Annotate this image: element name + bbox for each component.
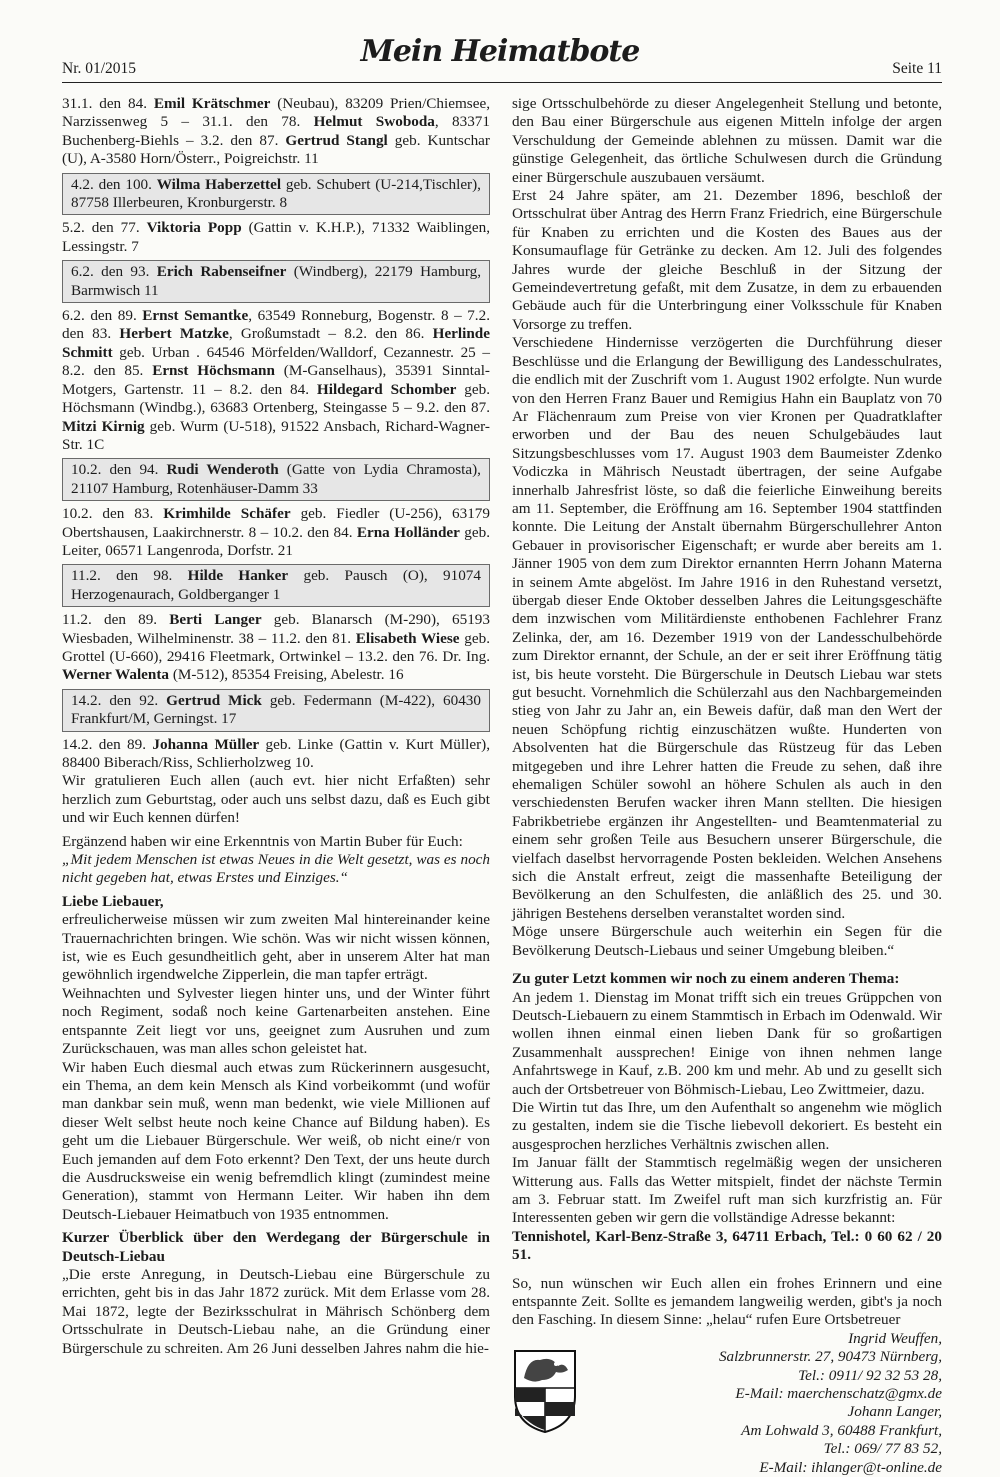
school-article-cont-2: Erst 24 Jahre später, am 21. Dezember 1896, beschloß der Ortsschulrat über Antrag des Herrn Franz Friedrich, eine Bürgerschule für Knaben zu errichten und die Kosten des Baues aus der Konsumauflage für Getränke zu decken. Am 12. Juli des folgendes Jahres wurde der gleiche Beschluß in der Sitzung der Gemeindevertretung gefaßt, mit dem Zusatze, in dem zu erbauenden Gebäude auch für die Unterbringung einer Volksschule für Knaben Vorsorge zu treffen. [512,187,942,333]
birthday-list-6: 14.2. den 89. Johanna Müller geb. Linke (Gattin v. Kurt Müller), 88400 Biberach/Riss, Schlierholzweg 10. [62,735,490,771]
person-name: Mitzi Kirnig [62,417,145,435]
stammtisch-heading: Zu guter Letzt kommen wir noch zu einem anderen Thema: [512,970,900,988]
person-name: Rudi Wenderoth [166,461,279,479]
person-name: Krimhilde Schäfer [163,505,291,523]
greeting-text-1: erfreulicherweise müssen wir zum zweiten Mal hintereinander keine Trauernachrichten bringen. Wie schön. Was wir nicht wissen können, ist, wie es Euch gesundheitlich geht, aber in unserem Alter hat man gewöhnlich irgendwelche Zipperlein, die man tapfer erträgt. [62,911,490,984]
issue-number: Nr. 01/2015 [62,60,137,77]
birthday-box-3: 10.2. den 94. Rudi Wenderoth (Gatte von Lydia Chramosta), 21107 Hamburg, Rotenhäuser-Damm 33 [62,458,490,501]
right-column [512,95,942,1477]
birthday-list-3: 6.2. den 89. Ernst Semantke, 63549 Ronneburg, Bogenstr. 8 – 7.2. den 83. Herbert Matzke, Großumstadt – 8.2. den 86. Herlinde Schmitt geb. Urban . 64546 Mörfelden/Walldorf, Cezannestr. 25 – 8.2. den 85. Ernst Höchsmann (M-Ganselhaus), 35391 Sinntal-Motgers, Gartenstr. 11 – 8.2. den 84. Hildegard Schomber geb. Höchsmann (Windbg.), 63683 Ortenberg, Steingasse 5 – 9.2. den 87. Mitzi Kirnig geb. Wurm (U-518), 91522 Ansbach, Richard-Wagner-Str. 1C [62,307,491,453]
stammtisch-text-2: Die Wirtin tut das Ihre, um den Aufenthalt so angenehm wie möglich zu gestalten, indem sie die Tische liebevoll dekoriert. Es besteht ein ausgesprochen herzliches Verhältnis zwischen allen. [512,1098,942,1153]
signer-2-address: Am Lohwald 3, 60488 Frankfurt, [741,1421,942,1439]
person-name: Gertrud Mick [166,691,262,709]
greeting-text-2: Weihnachten und Sylvester liegen hinter uns, und der Winter führt noch Regiment, sodaß noch keine Gartenarbeiten anstehen. Eine entspannte Zeit liegt vor uns, geeignet zum Ausruhen und zum Zurückschauen, was man alles schon geleistet hat. [62,984,490,1058]
person-name: Erich Rabenseifner [156,263,287,281]
birthday-list-4: 10.2. den 83. Krimhilde Schäfer geb. Fiedler (U-256), 63179 Obertshausen, Laakirchnerstr. 8 – 10.2. den 84. Erna Holländer geb. Leiter, 06571 Langenroda, Dorfstr. 21 [62,505,490,559]
person-name: Hilde Hanker [187,567,289,585]
birthday-box-4: 11.2. den 98. Hilde Hanker geb. Pausch (O), 91074 Herzogenaurach, Goldberganger 1 [62,564,490,607]
greeting-text-3: Wir haben Euch diesmal auch etwas zum Rückerinnern ausgesucht, ein Thema, an dem kein Mensch als Kind vorbeikommt (und wofür man dankbar sein muß, wenn man bedenkt, wie viele Millionen auf dieser Welt selbst heute noch keine Chance auf Bildung haben). Es geht um die Liebauer Bürgerschule. Wer weiß, ob nicht eine/r von Euch jemanden auf dem Foto erkennt? Den Text, der uns heute durch die Ausdrucksweise ein wenig befremdlich klingt (zumindest meine Generation), stammt von Hermann Leiter. Wir haben ihn dem Deutsch-Liebauer Heimatbuch von 1935 entnommen. [62,1058,490,1223]
header-rule [62,82,942,83]
signer-2-email: E-Mail: ihlanger@t-online.de [759,1458,942,1476]
hotel-address: Tennishotel, Karl-Benz-Straße 3, 64711 Erbach, Tel.: 0 60 62 / 20 51. [512,1227,942,1264]
stammtisch-text-1: An jedem 1. Dienstag im Monat trifft sich ein treues Grüppchen von Deutsch-Liebauern zu einem Stammtisch in Erbach im Odenwald. Wir wollen ihnen einmal einen lieben Dank für so großartigen Zusammenhalt aussprechen! Einige von ihnen nehmen lange Anfahrtswege in Kauf, z.B. 200 km und mehr. Ab und zu gesellt sich auch der Ortsbetreuer von Böhmisch-Liebau, Leo Zwittmeier, dazu. [512,988,942,1098]
greeting-heading: Liebe Liebauer, [62,892,164,910]
person-name: Hildegard Schomber [316,380,457,398]
school-article-closing: Möge unsere Bürgerschule auch weiterhin ein Segen für die Bevölkerung Deutsch-Liebaus und seiner Umgebung bleiben.“ [512,923,942,959]
person-name: Werner Walenta [62,666,170,684]
signer-1-address: Salzbrunnerstr. 27, 90473 Nürnberg, [718,1348,942,1366]
left-column [62,95,490,1358]
signature-block [512,1330,942,1477]
buber-quote: „Mit jedem Menschen ist etwas Neues in die Welt gesetzt, was es noch nicht gegeben hat, etwas Erstes und Einziges.“ [62,851,490,887]
person-name: Herlinde Schmitt [62,325,490,361]
person-name: Berti Langer [169,611,262,629]
signer-1-email: E-Mail: maerchenschatz@gmx.de [735,1385,942,1403]
school-article-text: „Die erste Anregung, in Deutsch-Liebau eine Bürgerschule zu errichten, geht bis in das Jahr 1872 zurück. Mit dem Erlasse vom 28. Mai 1872, legte der Bezirksschulrat in Mährisch Schönberg dem Ortsschulrate in Deutsch-Liebau nahe, an die Gründung einer Bürgerschule zu schreiten. Am 26 Juni desselben Jahres nahm die hie- [62,1265,490,1357]
person-name: Elisabeth Wiese [355,629,460,647]
stammtisch-text-3: Im Januar fällt der Stammtisch regelmäßig wegen der unsicheren Witterung aus. Falls das Wetter mitspielt, findet der nächste Termin am 3. Februar statt. Im Zweifel ruft man sich kurzfristig an. Für Interessenten geben wir gern die vollständige Adresse bekannt: [512,1154,942,1227]
person-name: Johanna Müller [152,735,260,753]
person-name: Viktoria Popp [146,219,242,237]
birthday-box-1: 4.2. den 100. Wilma Haberzettel geb. Schubert (U-214,Tischler), 87758 Illerbeuren, Kronburgerstr. 8 [62,173,490,216]
masthead-logo: Mein Heimatbote [360,34,640,69]
person-name: Herbert Matzke [119,325,229,343]
person-name: Emil Krätschmer [153,95,271,112]
buber-intro: Ergänzend haben wir eine Erkenntnis von Martin Buber für Euch: [62,832,463,850]
person-name: Erna Holländer [356,523,460,541]
coat-of-arms-icon [512,1348,578,1434]
closing-text: So, nun wünschen wir Euch allen ein frohes Erinnern und eine entspannte Zeit. Sollte es jemandem langweilig werden, gibt's ja noch den Fasching. In diesem Sinne: „helau“ rufen Eure Ortsbetreuer [512,1274,942,1329]
page-number: Seite 11 [892,60,942,77]
signer-1-name: Ingrid Weuffen, [848,1329,942,1347]
signer-2-name: Johann Langer, [847,1403,942,1421]
person-name: Ernst Höchsmann [152,362,275,380]
person-name: Helmut Swoboda [313,113,435,131]
person-name: Wilma Haberzettel [156,175,282,193]
signer-1-phone: Tel.: 0911/ 92 32 53 28, [798,1366,942,1384]
person-name: Ernst Semantke [142,307,249,325]
school-article-heading: Kurzer Überblick über den Werdegang der Bürgerschule in Deutsch-Liebau [62,1229,490,1265]
congratulation-text: Wir gratulieren Euch allen (auch evt. hier nicht Erfaßten) sehr herzlich zum Geburtstag, oder auch uns selbst dazu, daß es Euch gibt und wir Euch kennen dürfen! [62,772,490,827]
birthday-box-2: 6.2. den 93. Erich Rabenseifner (Windberg), 22179 Hamburg, Barmwisch 11 [62,260,490,303]
person-name: Gertrud Stangl [285,131,388,149]
school-article-cont-1: sige Ortsschulbehörde zu dieser Angelegenheit Stellung und betonte, den Bau einer Bürgerschule aus eigenen Mitteln infolge der argen Verschuldung der Gemeinde ablehnen zu müssen. Damit war die günstige Gelegenheit, das örtliche Schulwesen durch die Gründung einer Bürgerschule auszubauen versäumt. [512,95,942,186]
birthday-list-2: 5.2. den 77. Viktoria Popp (Gattin v. K.H.P.), 71332 Waiblingen, Lessingstr. 7 [62,219,490,255]
birthday-list-1: 31.1. den 84. Emil Krätschmer (Neubau), 83209 Prien/Chiemsee, Narzissenweg 5 – 31.1. den 78. Helmut Swoboda, 83371 Buchenberg-Biehls – 3.2. den 87. Gertrud Stangl geb. Kuntschar (U), A-3580 Horn/Österr., Poigreichstr. 11 [62,95,490,168]
signer-2-phone: Tel.: 069/ 77 83 52, [823,1440,942,1458]
school-article-cont-3: Verschiedene Hindernisse verzögerten die Durchführung dieser Beschlüsse und die Erlangung der Bewilligung des Landesschulrates, die endlich mit der Zuschrift vom 1. August 1902 erfolgte. Nun wurde von den Herren Franz Bauer und Remigius Hahn ein Bauplatz von 70 Ar Flächenraum zum Preise von vier Kronen per Quadratklafter erworben und der Bau des neuen Schulgebäudes laut Sitzungsbeschlusses vom 17. August 1903 dem Baumeister Zdenko Vodiczka in Mährisch Neustadt übertragen, der seine Aufgabe innerhalb Jahresfrist löste, so daß die feierliche Einweihung bereits am 11. September, die Eröffnung am 16. September 1904 stattfinden konnte. Die Leitung der Anstalt übernahm Bürgerschullehrer Anton Gebauer in provisorischer Eigenschaft; er wurde aber bereits am 1. Jänner 1905 von dem zum Direktor ernannten Herrn Johann Materna in seinem Amte abgelöst. Im Jahre 1916 in den Ruhestand versetzt, übergab dieser Ende Oktober desselben Jahres die Leitungsgeschäfte dem inzwischen vom Militärdienste enthobenen Fachlehrer Franz Zelinka, der, am 16. Dezember 1919 von der Landesschulbehörde zum Direktor ernannt, der Schule, an der er seit ihrer Eröffnung tätig ist, bis heute vorsteht. Die Bürgerschule in Deutsch Liebau war stets gut besucht. Vornehmlich die Schülerzahl aus den Nachbargemeinden stieg von Jahr zu Jahr an, ein Beweis dafür, daß man den Wert der neuen Schöpfung richtig einzuschätzen wußte. Hunderten von Absolventen hat die Bürgerschule das Rüstzeug für das Leben mitgegeben und ihre Lehrer hatten die Freude zu sehen, daß ihre ehemaligen Schüler sowohl an höhere Schulen als auch in den verschiedensten Berufen wacker ihren Mann stellten. Die hiesigen Fabrikbetriebe ergänzen ihr Angestellten- und Beamtenmaterial zu einem sehr großen Teile aus Besuchern unserer Bürgerschule, die vielfach daselbst hervorragende Posten bekleiden. Welchen Ansehens sich die Anstalt erfreut, zeigt die massenhafte Beteiligung der Bevölkerung an den Schulfesten, die anläßlich des 25. und 30. jährigen Bestehens derselben veranstaltet worden sind. [512,334,942,922]
birthday-list-5: 11.2. den 89. Berti Langer geb. Blanarsch (M-290), 65193 Wiesbaden, Wilhelminenstr. 38 – 11.2. den 81. Elisabeth Wiese geb. Grottel (U-660), 29416 Fleetmark, Ortwinkel – 13.2. den 76. Dr. Ing. Werner Walenta (M-512), 85354 Freising, Abelestr. 16 [62,611,490,684]
birthday-box-5: 14.2. den 92. Gertrud Mick geb. Federmann (M-422), 60430 Frankfurt/M, Gerningst. 17 [62,689,490,732]
